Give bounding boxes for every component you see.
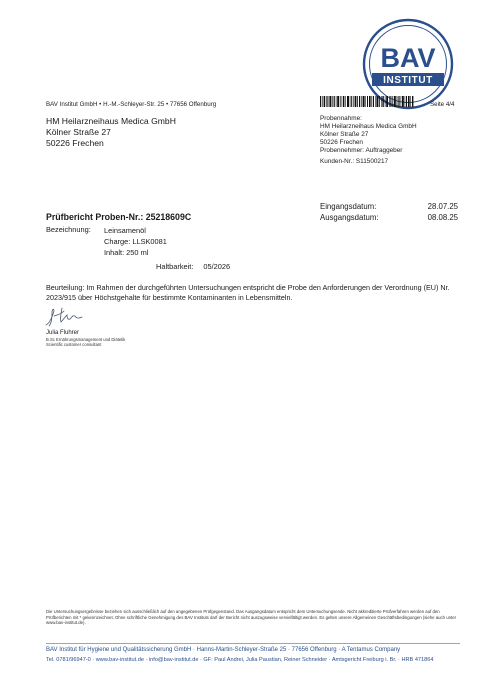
page-number: Seite 4/4 <box>430 101 455 108</box>
signer-title-2: Scientific customer consultant <box>46 341 102 347</box>
logo-text-institut: INSTITUT <box>383 75 433 86</box>
report-title: Prüfbericht Proben-Nr.: 25218609C <box>46 212 192 222</box>
sample-name: HM Heilarzneihaus Medica GmbH <box>320 123 417 130</box>
signer-title-1: B.Sc Ernährungsmanagement und Diätetik <box>46 336 126 342</box>
shelf-life-value: 05/2026 <box>203 262 231 271</box>
issued-date-value: 08.08.25 <box>427 213 458 222</box>
signer-block <box>46 330 125 347</box>
sample-info <box>320 115 417 155</box>
product-details <box>104 225 167 258</box>
shelf-life-label: Haltbarkeit: <box>156 262 194 271</box>
dates-block <box>320 201 458 223</box>
designation-label: Bezeichnung: <box>46 225 91 234</box>
sender-address-line: BAV Institut GmbH • H.-M.-Schleyer-Str. 25 • 77656 Offenburg <box>46 101 217 108</box>
issued-date-row <box>320 212 458 223</box>
received-date-label: Eingangsdatum: <box>320 202 377 211</box>
recipient-address <box>46 116 176 149</box>
handwritten-signature <box>42 303 92 329</box>
received-date-value: 28.07.25 <box>427 202 458 211</box>
issued-date-label: Ausgangsdatum: <box>320 213 379 222</box>
footer-divider <box>46 643 460 644</box>
received-date-row <box>320 201 458 212</box>
recipient-name: HM Heilarzneihaus Medica GmbH <box>46 116 176 126</box>
sampler: Probennehmer: Auftraggeber <box>320 147 403 154</box>
sample-street: Kölner Straße 27 <box>320 131 369 138</box>
footer-company-line: BAV Institut für Hygiene und Qualitätssicherung GmbH · Hanns-Martin-Schleyer-Straße 25 · 77656 Offenburg · A Tentamus Company <box>46 647 401 653</box>
barcode-icon <box>320 96 414 107</box>
logo-text-bav: BAV <box>380 43 436 73</box>
legal-footnote: Die Untersuchungsergebnisse beziehen sich ausschließlich auf den angegebenen Prüfgegenstand. Das Ausgangsdatum entspricht dem Untersuchungsende. Nicht akkreditierte Prüfverfahren werden auf den Prüfberichten mit * gekennzeichnet. Ohne schriftliche Genehmigung des BAV Instituts darf der Bericht nicht auszugsweise vervielfältigt werden. Es gelten unsere Allgemeinen Geschäftsbedingungen (siehe auch unter www.bav-institut.de). <box>46 609 457 626</box>
product-name: Leinsamenöl <box>104 226 146 235</box>
shelf-life <box>156 262 230 271</box>
signer-name: Julia Fluhrer <box>46 330 80 336</box>
sample-city: 50226 Frechen <box>320 139 363 146</box>
assessment-text: Beurteilung: Im Rahmen der durchgeführten Untersuchungen entspricht die Probe den Anforderungen der Verordnung (EU) Nr. 2023/915 über Höchstgehalte für bestimmte Kontaminanten in Lebensmitteln. <box>46 283 450 302</box>
content-volume: Inhalt: 250 ml <box>104 248 149 257</box>
recipient-street: Kölner Straße 27 <box>46 127 111 137</box>
recipient-city: 50226 Frechen <box>46 138 104 148</box>
sample-label: Probennahme: <box>320 115 362 122</box>
customer-number: Kunden-Nr.: S11500217 <box>320 158 389 165</box>
footer-contact-line: Tel. 0781/96947-0 · www.bav-institut.de · info@bav-institut.de · GF: Paul Andrei, Julia Paustian, Reiner Schneider · Amtsgericht Freiburg i. Br. · HRB 471864 <box>46 657 434 663</box>
batch-number: Charge: LLSK0081 <box>104 237 167 246</box>
